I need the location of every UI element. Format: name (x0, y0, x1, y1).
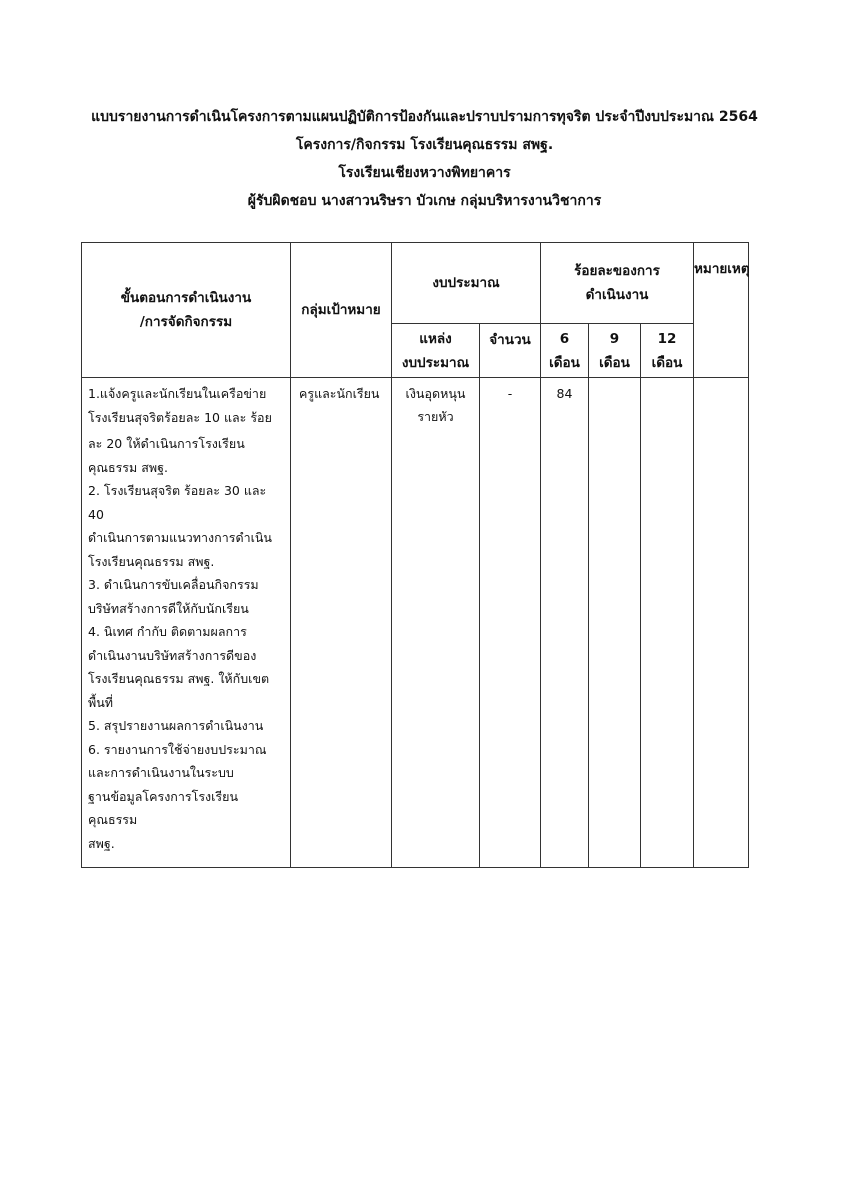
source-cell (392, 378, 480, 868)
header-steps (82, 243, 291, 378)
step-line: และการดำเนินงานในระบบ (88, 765, 234, 780)
month-6-cell: 84 (541, 378, 589, 868)
header-month-6-num: 6 (559, 330, 570, 347)
step-line: พื้นที่ (88, 694, 114, 710)
step-line: 1.แจ้งครูและนักเรียนในเครือข่าย (88, 386, 267, 401)
table-row (82, 378, 749, 868)
step-line: 2. โรงเรียนสุจริต ร้อยละ 30 และ 40 (88, 483, 267, 522)
project-name: โครงการ/กิจกรรม โรงเรียนคุณธรรม สพฐ. (295, 137, 554, 153)
header-month-9 (589, 324, 641, 378)
step-line: ดำเนินการตามแนวทางการดำเนิน (88, 530, 272, 545)
steps-cell (82, 378, 291, 868)
header-percent-line2: ดำเนินงาน (585, 287, 649, 303)
month-12-cell (641, 378, 694, 868)
step-line: 3. ดำเนินการขับเคลื่อนกิจกรรม (88, 577, 259, 592)
step-line: สพฐ. (88, 835, 115, 851)
step-line: 6. รายงานการใช้จ่ายงบประมาณ (88, 741, 267, 757)
header-remark: หมายเหตุ (694, 243, 749, 378)
step-line: คุณธรรม สพฐ. (88, 459, 168, 475)
amount-cell: - (480, 378, 541, 868)
header-month-6-unit: เดือน (549, 354, 580, 371)
header-percent (541, 243, 694, 324)
step-line: ฐานข้อมูลโครงการโรงเรียนคุณธรรม (88, 788, 238, 827)
header-source-line2: งบประมาณ (401, 354, 470, 371)
step-line: โรงเรียนคุณธรรม สพฐ. (88, 553, 215, 569)
header-month-9-num: 9 (609, 330, 620, 347)
report-table (81, 242, 749, 868)
header-source (392, 324, 480, 378)
header-month-9-unit: เดือน (599, 354, 630, 371)
source-line2: รายหัว (417, 409, 454, 424)
header-month-12-num: 12 (657, 330, 677, 347)
source-line1: เงินอุดหนุน (405, 386, 466, 401)
target-cell: ครูและนักเรียน (291, 378, 392, 868)
responsible-person: ผู้รับผิดชอบ นางสาวนริษรา บัวเกษ กลุ่มบริหารงานวิชาการ (247, 193, 602, 209)
step-line: ดำเนินงานบริษัทสร้างการดีของ (88, 647, 257, 663)
header-budget: งบประมาณ (392, 243, 541, 324)
header-steps-line1: ขั้นตอนการดำเนินงาน (120, 290, 252, 306)
school-name: โรงเรียนเชียงหวางพิทยาคาร (338, 165, 511, 181)
step-line: บริษัทสร้างการดีให้กับนักเรียน (88, 600, 249, 616)
header-source-line1: แหล่ง (419, 330, 452, 347)
step-line: ละ 20 ให้ดำเนินการโรงเรียน (88, 436, 245, 451)
step-line: 4. นิเทศ กำกับ ติดตามผลการ (88, 624, 247, 639)
remark-cell (694, 378, 749, 868)
month-9-cell (589, 378, 641, 868)
header-amount: จำนวน (480, 324, 541, 378)
header-row-1 (82, 243, 749, 324)
report-title: แบบรายงานการดำเนินโครงการตามแผนปฏิบัติการป้องกันและปราบปรามการทุจริต ประจำปีงบประมาณ 2564 (91, 109, 758, 125)
header-steps-line2: /การจัดกิจกรรม (139, 314, 233, 330)
step-line: โรงเรียนคุณธรรม สพฐ. ให้กับเขต (88, 671, 270, 686)
header-month-6 (541, 324, 589, 378)
step-line: โรงเรียนสุจริตร้อยละ 10 และ ร้อย (88, 409, 272, 425)
header-percent-line1: ร้อยละของการ (574, 263, 660, 279)
header-month-12 (641, 324, 694, 378)
step-line: 5. สรุปรายงานผลการดำเนินงาน (88, 718, 264, 733)
report-header (40, 103, 809, 215)
header-target: กลุ่มเป้าหมาย (291, 243, 392, 378)
header-month-12-unit: เดือน (651, 354, 683, 371)
